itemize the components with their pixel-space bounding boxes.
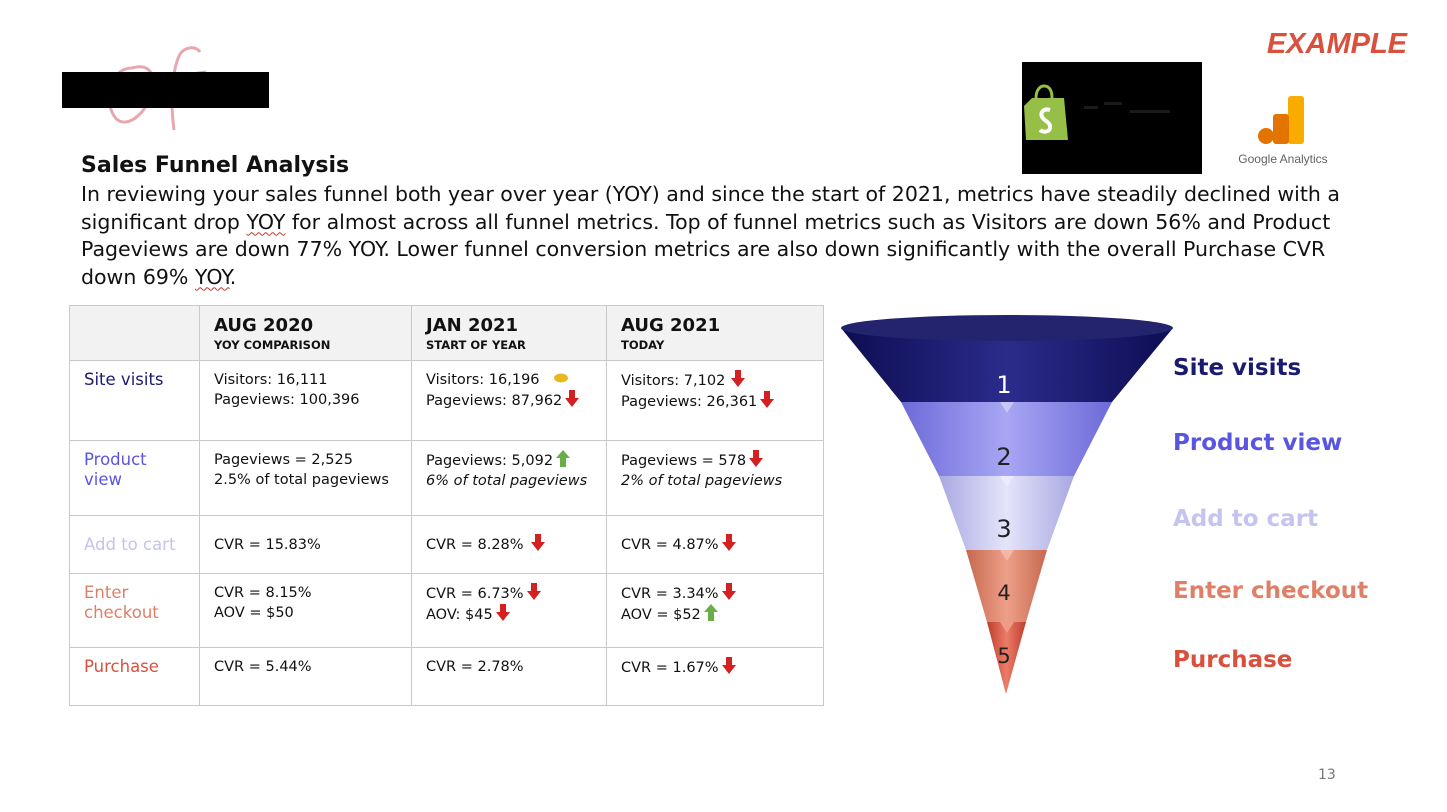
row-label-enter-checkout: Enter checkout bbox=[70, 574, 200, 648]
table-cell: Visitors: 16,196 Pageviews: 87,962 bbox=[412, 361, 607, 441]
row-label-add-to-cart: Add to cart bbox=[70, 516, 200, 574]
shopify-logo bbox=[1022, 62, 1202, 174]
up-arrow-icon bbox=[556, 450, 570, 467]
paragraph-text: for almost across all funnel metrics. Top of funnel metrics such as Visitors are down 56% and Product Pageviews are down 77% YOY. Lower funnel conversion metrics are also down significantly with the overall Purchase CVR down 69% bbox=[81, 209, 1331, 289]
table-row bbox=[70, 361, 824, 441]
funnel-number-4: 4 bbox=[997, 581, 1011, 605]
sales-funnel-graphic bbox=[838, 310, 1178, 700]
table-cell: Visitors: 16,111 Pageviews: 100,396 bbox=[200, 361, 412, 441]
table-row bbox=[70, 516, 824, 574]
column-header: JAN 2021 START OF YEAR bbox=[412, 306, 607, 361]
table-cell: Pageviews: 5,092 6% of total pageviews bbox=[412, 441, 607, 516]
analytics-icon bbox=[1228, 96, 1338, 152]
example-badge: EXAMPLE bbox=[1266, 28, 1407, 60]
funnel-metrics-table bbox=[69, 305, 824, 706]
funnel-number-1: 1 bbox=[996, 371, 1012, 399]
summary-paragraph bbox=[81, 181, 1371, 291]
up-arrow-icon bbox=[704, 604, 718, 621]
redaction-bar bbox=[62, 72, 269, 108]
section-heading: Sales Funnel Analysis bbox=[81, 153, 350, 178]
down-arrow-icon bbox=[722, 657, 736, 674]
table-cell: Pageviews = 578 2% of total pageviews bbox=[607, 441, 824, 516]
table-cell: CVR = 6.73% AOV: $45 bbox=[412, 574, 607, 648]
table-row bbox=[70, 648, 824, 706]
down-arrow-icon bbox=[722, 583, 736, 600]
funnel-label-add-to-cart: Add to cart bbox=[1173, 506, 1319, 532]
funnel-rim bbox=[841, 315, 1173, 341]
paragraph-text: In reviewing your sales funnel both year over year (YOY) and since the start of 2021, metrics have steadily declined with a significant drop bbox=[81, 182, 1340, 234]
table-cell: CVR = 15.83% bbox=[200, 516, 412, 574]
table-cell: CVR = 3.34% AOV = $52 bbox=[607, 574, 824, 648]
table-cell: CVR = 8.28% bbox=[412, 516, 607, 574]
table-cell: CVR = 5.44% bbox=[200, 648, 412, 706]
table-cell: CVR = 4.87% bbox=[607, 516, 824, 574]
funnel-number-2: 2 bbox=[996, 443, 1012, 471]
neutral-dot-icon bbox=[547, 372, 569, 386]
google-analytics-logo bbox=[1228, 96, 1338, 170]
down-arrow-icon bbox=[496, 604, 510, 621]
down-arrow-icon bbox=[722, 534, 736, 551]
column-header: AUG 2021 TODAY bbox=[607, 306, 824, 361]
table-corner-cell bbox=[70, 306, 200, 361]
row-label-purchase: Purchase bbox=[70, 648, 200, 706]
down-arrow-icon bbox=[760, 391, 774, 408]
paragraph-text: . bbox=[229, 264, 237, 289]
funnel-label-site-visits: Site visits bbox=[1173, 355, 1302, 381]
funnel-label-purchase: Purchase bbox=[1173, 647, 1293, 673]
table-row bbox=[70, 441, 824, 516]
google-analytics-label: Google Analytics bbox=[1238, 152, 1328, 166]
table-cell: Pageviews = 2,525 2.5% of total pageviews bbox=[200, 441, 412, 516]
table-cell: CVR = 8.15% AOV = $50 bbox=[200, 574, 412, 648]
down-arrow-icon bbox=[527, 583, 541, 600]
table-cell: CVR = 1.67% bbox=[607, 648, 824, 706]
table-row bbox=[70, 574, 824, 648]
down-arrow-icon bbox=[749, 450, 763, 467]
page-number: 13 bbox=[1318, 767, 1336, 783]
down-arrow-icon bbox=[731, 370, 745, 387]
down-arrow-icon bbox=[531, 534, 545, 551]
funnel-label-enter-checkout: Enter checkout bbox=[1173, 578, 1369, 604]
funnel-number-3: 3 bbox=[996, 515, 1012, 543]
spellcheck-word: YOY bbox=[194, 264, 230, 289]
row-label-site-visits: Site visits bbox=[70, 361, 200, 441]
column-header: AUG 2020 YOY COMPARISON bbox=[200, 306, 412, 361]
table-cell: Visitors: 7,102 Pageviews: 26,361 bbox=[607, 361, 824, 441]
funnel-label-product-view: Product view bbox=[1173, 430, 1343, 456]
table-cell: CVR = 2.78% bbox=[412, 648, 607, 706]
down-arrow-icon bbox=[565, 390, 579, 407]
spellcheck-word: YOY bbox=[246, 209, 286, 234]
row-label-product-view: Product view bbox=[70, 441, 200, 516]
funnel-number-5: 5 bbox=[997, 644, 1011, 668]
